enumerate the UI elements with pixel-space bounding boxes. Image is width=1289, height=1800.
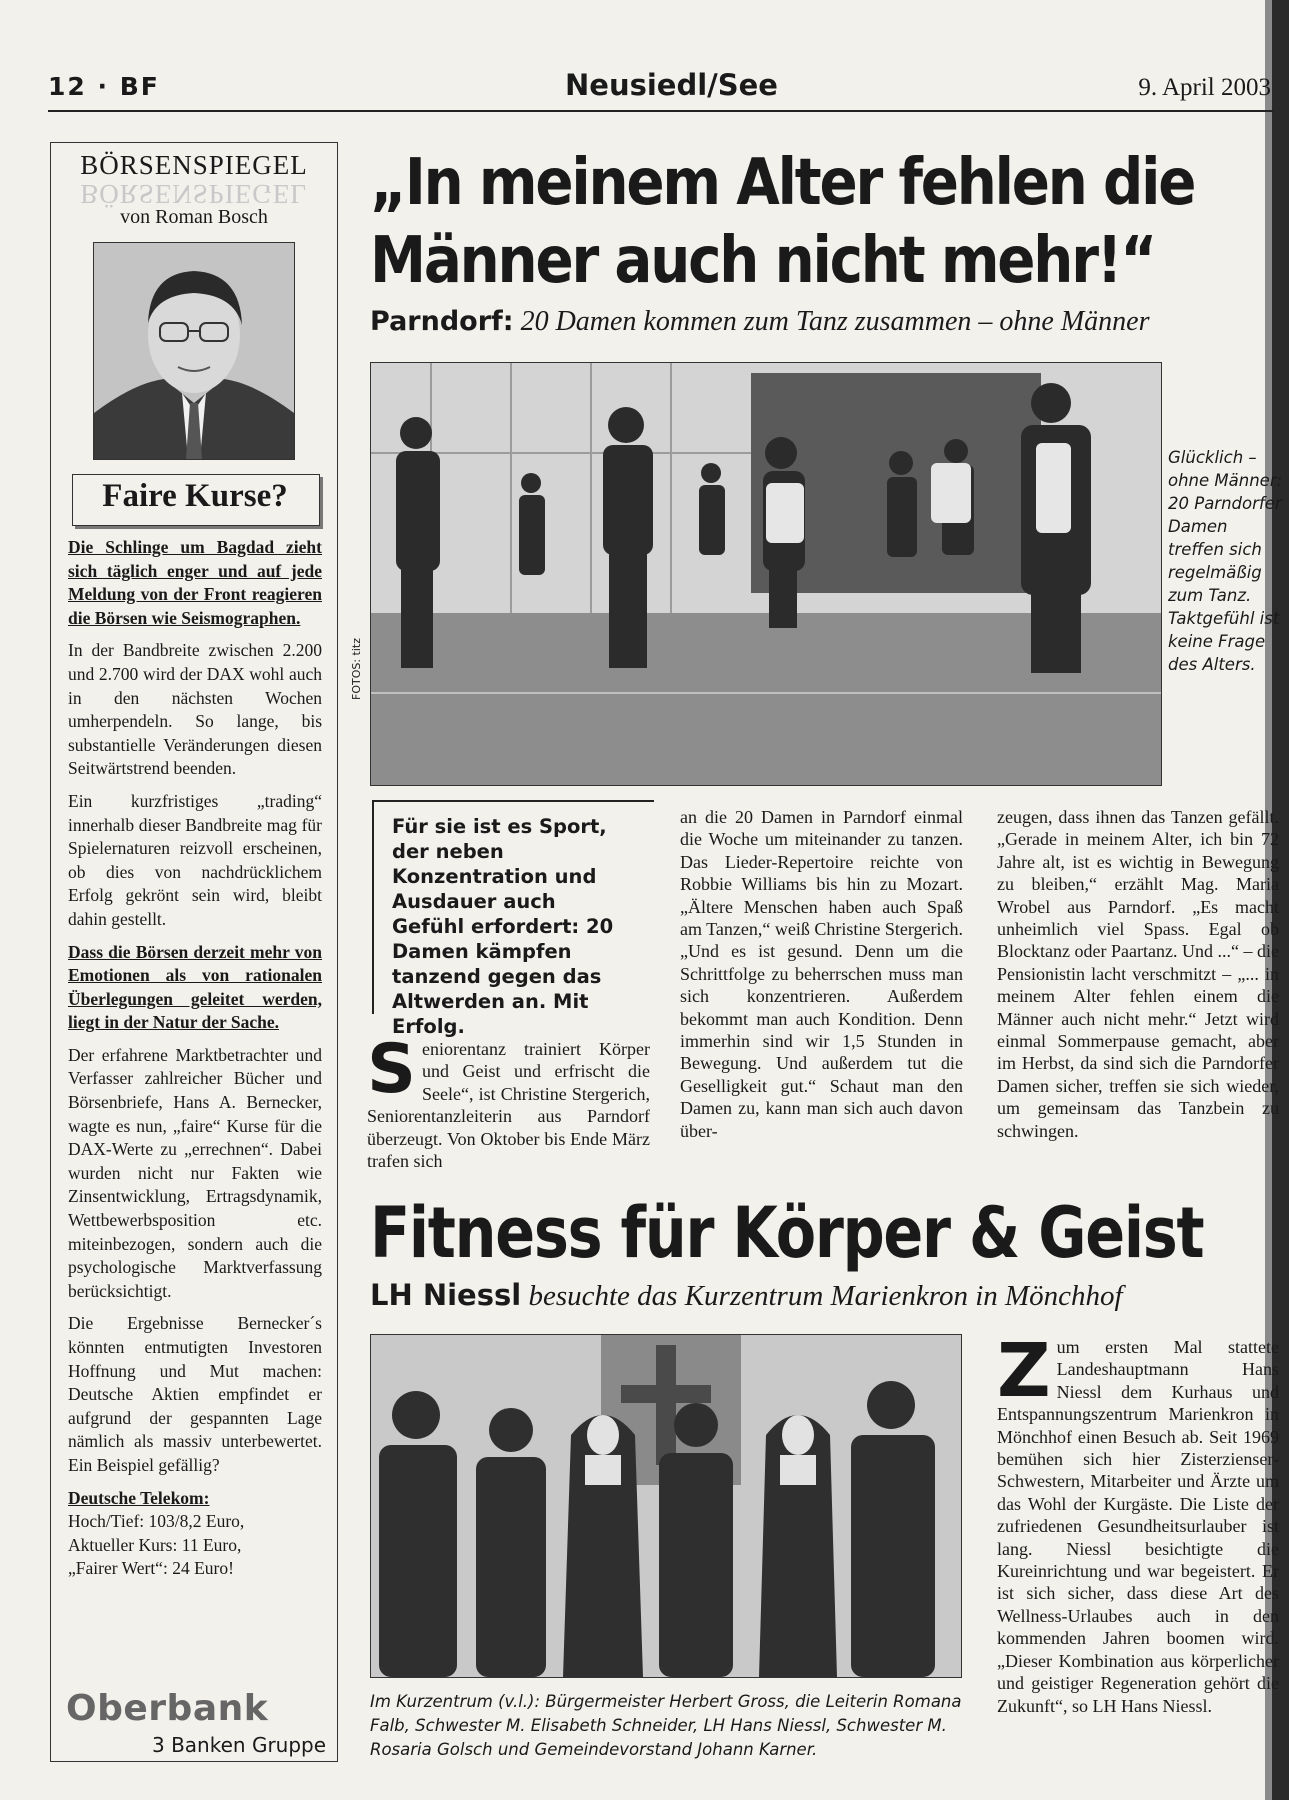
article-subhead	[370, 306, 1270, 338]
subhead-kicker: Parndorf:	[370, 306, 514, 337]
drop-cap: Z	[997, 1328, 1051, 1414]
dance-photo-illustration	[371, 363, 1161, 785]
group-photo-illustration	[371, 1335, 961, 1677]
sidebar-paragraph: Der erfahrene Marktbetrachter und Verfasser zahlreicher Bücher und Börsenbriefe, Hans A. Bernecker, wagte es nun, „faire“ Kurse für die DAX-Werte zu „errechnen“. Dabei wurden nicht nur Fakten wie Zinsentwicklung, Ertragsdynamik, Wettbewerbsposition etc. miteinbezogen, sondern auch die psychologische Marktverfassung berücksichtigt.	[68, 1044, 322, 1301]
issue-date: 9. April 2003	[1138, 74, 1271, 101]
sidebar-paragraph: Die Ergebnisse Bernecker´s könnten entmutigten Investoren Hoffnung und Mut machen: Deutsche Aktien empfindet er aufgrund der gespannten Lage nämlich als massiv unterbewertet. Ein Beispiel gefällig?	[68, 1313, 322, 1475]
sidebar-lead: Dass die Börsen derzeit mehr von Emotionen als von rationalen Überlegungen geleitet werden, liegt in der Natur der Sache.	[68, 941, 322, 1033]
page-number: 12 · BF	[48, 72, 160, 101]
column-title: BÖRSENSPIEGEL	[80, 150, 308, 180]
article-column	[997, 1328, 1279, 1717]
article-subhead	[370, 1278, 1123, 1313]
article-column: an die 20 Damen in Parndorf einmal die Woche um miteinander zu tanzen. Das Lieder-Repertoire reichte von Robbie Williams bis hin zu Mozart. „Ältere Menschen haben auch Spaß am Tanzen,“ weiß Christine Stergerich. „Und es ist gesund. Denn um die Schrittfolge zu beherrschen muss man sich konzentrieren. Außerdem bekommt man auch Kondition. Denn immerhin sind wir 1,5 Stunden in Bewegung. Und außerdem tut die Geselligkeit gut.“ Schaut man den Damen zu, kann man sich auch davon über-	[680, 807, 963, 1141]
headline-line: „In meinem Alter fehlen die	[370, 146, 1195, 220]
column-text: eniorentanz trainiert Körper und Geist und erfrischt die Seele“, ist Christine Stergerich, Seniorentanzleiterin aus Parndorf überzeugt. Von Oktober bis Ende März trafen sich	[367, 1039, 650, 1172]
headline-line: Männer auch nicht mehr!“	[370, 224, 1156, 298]
column-title-reflection: BÖRSENSPIEGEL	[80, 179, 308, 209]
telekom-line: „Fairer Wert“: 24 Euro!	[68, 1558, 234, 1579]
photo-caption: Glücklich – ohne Männer: 20 Parndorfer Damen treffen sich regelmäßig zum Tanz. Taktgefühl ist keine Frage des Alters.	[1168, 448, 1283, 674]
sidebar-paragraph: Ein kurzfristiges „trading“ innerhalb dieser Bandbreite mag für Spielernaturen reizvoll erscheinen, ob dies von nachdrücklichem Erfolg gekrönt sein wird, bleibt dahin gestellt.	[68, 790, 322, 929]
section-title: Neusiedl/See	[565, 68, 778, 102]
author-portrait	[93, 242, 295, 460]
photo-caption: Im Kurzentrum (v.l.): Bürgermeister Herbert Gross, die Leiterin Romana Falb, Schwester M. Elisabeth Schneider, LH Hans Niessl, Schwester M. Rosaria Golsch und Gemeindevorstand Johann Karner.	[370, 1692, 962, 1759]
article-column	[367, 1030, 650, 1172]
sidebar-body	[68, 536, 322, 1581]
portrait-illustration	[94, 243, 294, 459]
telekom-line: Hoch/Tief: 103/8,2 Euro,	[68, 1511, 245, 1532]
article-column: zeugen, dass ihnen das Tanzen gefällt. „Gerade in meinem Alter, ich bin 72 Jahre alt, ist es wichtig in Bewegung zu bleiben,“ erzählt Mag. Maria Wrobel aus Parndorf. „Es macht unheimlich viel Spass. Egal ob Blocktanz oder Paartanz. Und ...“ – die Pensionistin lacht verschmitzt – „... in meinem Alter fehlen einem die Männer auch nicht mehr.“ Jetzt wird einmal Sommerpause gemacht, aber im Herbst, da sind sich die Parndorfer Damen sicher, treffen sie sich wieder, um gemeinsam das Tanzbein zu schwingen.	[997, 807, 1279, 1141]
sidebar-paragraph: In der Bandbreite zwischen 2.200 und 2.700 wird der DAX wohl auch in den nächsten Wochen umherpendeln. So lange, bis substantielle Veränderungen diesen Seitwärtstrend beenden.	[68, 640, 322, 779]
drop-cap: S	[367, 1030, 416, 1109]
subhead-text: besuchte das Kurzentrum Marienkron in Mönchhof	[521, 1280, 1123, 1312]
article-headline	[370, 144, 1195, 300]
dance-photo	[370, 362, 1162, 786]
sidebar-lead: Die Schlinge um Bagdad zieht sich täglich enger und auf jede Meldung von der Front reagieren die Börsen wie Seismographen.	[68, 537, 322, 628]
pull-quote: Für sie ist es Sport, der neben Konzentration und Ausdauer auch Gefühl erfordert: 20 Damen kämpfen tanzend gegen das Altwerden an. Mit Erfolg.	[392, 815, 614, 1038]
sidebar-headline: Faire Kurse?	[102, 478, 288, 514]
column-text: um ersten Mal stattete Landeshauptmann Hans Niessl dem Kurhaus und Entspannungszentrum Marienkron in Mönchhof einen Besuch ab. Seit 1969 bemühen sich hier Zisterzienser-Schwestern, Mitarbeiter und Ärzte um das Wohl der Kurgäste. Die Liste der zufriedenen Gesundheitsurlauber ist lang. Niessl besichtigte die Kureinrichtung und war begeistert. Er ist sich sicher, dass diese Art des Wellness-Urlaubes auch in den kommenden Jahren boomen wird. „Dieser Kombination aus körperlicher und geistiger Regeneration gehört die Zukunft“, so LH Hans Niessl.	[997, 1337, 1279, 1716]
telekom-heading: Deutsche Telekom:	[68, 1487, 210, 1508]
subhead-text: 20 Damen kommen zum Tanz zusammen – ohne Männer	[513, 306, 1150, 337]
subhead-kicker: LH Niessl	[370, 1278, 522, 1312]
photo-credit: FOTOS: titz	[350, 637, 363, 700]
group-photo	[370, 1334, 962, 1678]
column-author: von Roman Bosch	[120, 206, 268, 228]
telekom-line: Aktueller Kurs: 11 Euro,	[68, 1534, 242, 1555]
sponsor-logo: Oberbank	[66, 1688, 269, 1729]
sponsor-tagline: 3 Banken Gruppe	[152, 1733, 327, 1757]
article-headline: Fitness für Körper & Geist	[370, 1192, 1204, 1274]
